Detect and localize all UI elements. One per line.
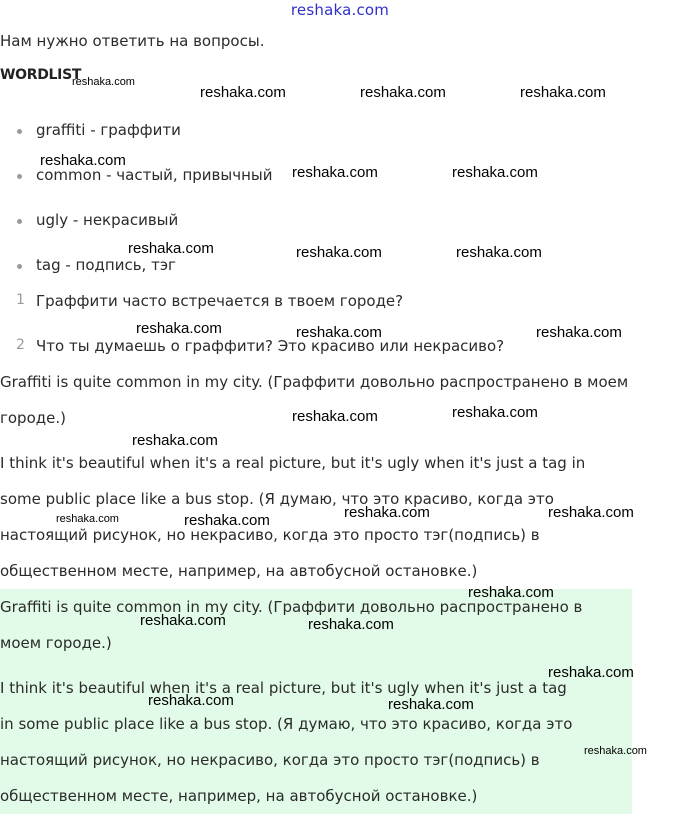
text-line: in some public place like a bus stop. (Я думаю, что это красиво, когда это <box>0 715 573 733</box>
wordlist-item-text: common - частый, привычный <box>36 166 273 184</box>
watermark: reshaka.com <box>132 432 218 449</box>
text-line: настоящий рисунок, но некрасиво, когда это просто тэг(подпись) в <box>0 526 540 544</box>
wordlist-item <box>36 211 178 229</box>
watermark: reshaka.com <box>296 324 382 341</box>
text-line: I think it's beautiful when it's a real picture, but it's ugly when it's just a tag in <box>0 454 586 472</box>
watermark: reshaka.com <box>296 244 382 261</box>
watermark: reshaka.com <box>388 696 474 713</box>
question-item <box>16 337 505 355</box>
watermark: reshaka.com <box>548 504 634 521</box>
question-text: Граффити часто встречается в твоем городе? <box>36 292 404 310</box>
wordlist-item-text: ugly - некрасивый <box>36 211 179 229</box>
watermark: reshaka.com <box>452 404 538 421</box>
text-line: Graffiti is quite common in my city. (Граффити довольно распространено в моем <box>0 373 629 391</box>
wordlist-item-text: graffiti - граффити <box>36 121 181 139</box>
text-line: моем городе.) <box>0 634 112 652</box>
answer-paragraph-1 <box>0 364 628 436</box>
question-text: Что ты думаешь о граффити? Это красиво или некрасиво? <box>36 337 505 355</box>
watermark: reshaka.com <box>344 504 430 521</box>
watermark: reshaka.com <box>40 152 126 169</box>
question-number: 1 <box>16 292 25 308</box>
text-line: городе.) <box>0 409 66 427</box>
watermark: reshaka.com <box>148 692 234 709</box>
intro-text: Нам нужно ответить на вопросы. <box>0 32 265 50</box>
text-line: Graffiti is quite common in my city. (Граффити довольно распространено в <box>0 598 583 616</box>
question-item <box>16 292 404 310</box>
watermark: reshaka.com <box>56 513 119 525</box>
watermark: reshaka.com <box>468 584 554 601</box>
highlighted-paragraph-2 <box>0 670 572 814</box>
wordlist-item <box>36 121 181 139</box>
wordlist-heading: WORDLIST <box>0 67 82 83</box>
watermark: reshaka.com <box>584 745 647 757</box>
watermark: reshaka.com <box>128 240 214 257</box>
text-line: I think it's beautiful when it's a real picture, but it's ugly when it's just a tag <box>0 679 567 697</box>
bullet-icon <box>17 129 22 134</box>
watermark: reshaka.com <box>360 84 446 101</box>
watermark: reshaka.com <box>452 164 538 181</box>
text-line: общественном месте, например, на автобусной остановке.) <box>0 562 478 580</box>
bullet-icon <box>17 219 22 224</box>
bullet-icon <box>17 264 22 269</box>
watermark: reshaka.com <box>456 244 542 261</box>
watermark: reshaka.com <box>292 164 378 181</box>
watermark: reshaka.com <box>136 320 222 337</box>
watermark: reshaka.com <box>200 84 286 101</box>
bullet-icon <box>17 174 22 179</box>
question-number: 2 <box>16 337 25 353</box>
text-line: общественном месте, например, на автобусной остановке.) <box>0 787 478 805</box>
watermark: reshaka.com <box>140 612 226 629</box>
watermark: reshaka.com <box>184 512 270 529</box>
watermark: reshaka.com <box>520 84 606 101</box>
site-title[interactable]: reshaka.com <box>290 1 390 19</box>
watermark: reshaka.com <box>72 76 135 88</box>
watermark: reshaka.com <box>548 664 634 681</box>
wordlist-item-text: tag - подпись, тэг <box>36 256 176 274</box>
wordlist-item <box>36 256 176 274</box>
watermark: reshaka.com <box>308 616 394 633</box>
watermark: reshaka.com <box>292 408 378 425</box>
text-line: some public place like a bus stop. (Я думаю, что это красиво, когда это <box>0 490 554 508</box>
text-line: настоящий рисунок, но некрасиво, когда это просто тэг(подпись) в <box>0 751 540 769</box>
watermark: reshaka.com <box>536 324 622 341</box>
